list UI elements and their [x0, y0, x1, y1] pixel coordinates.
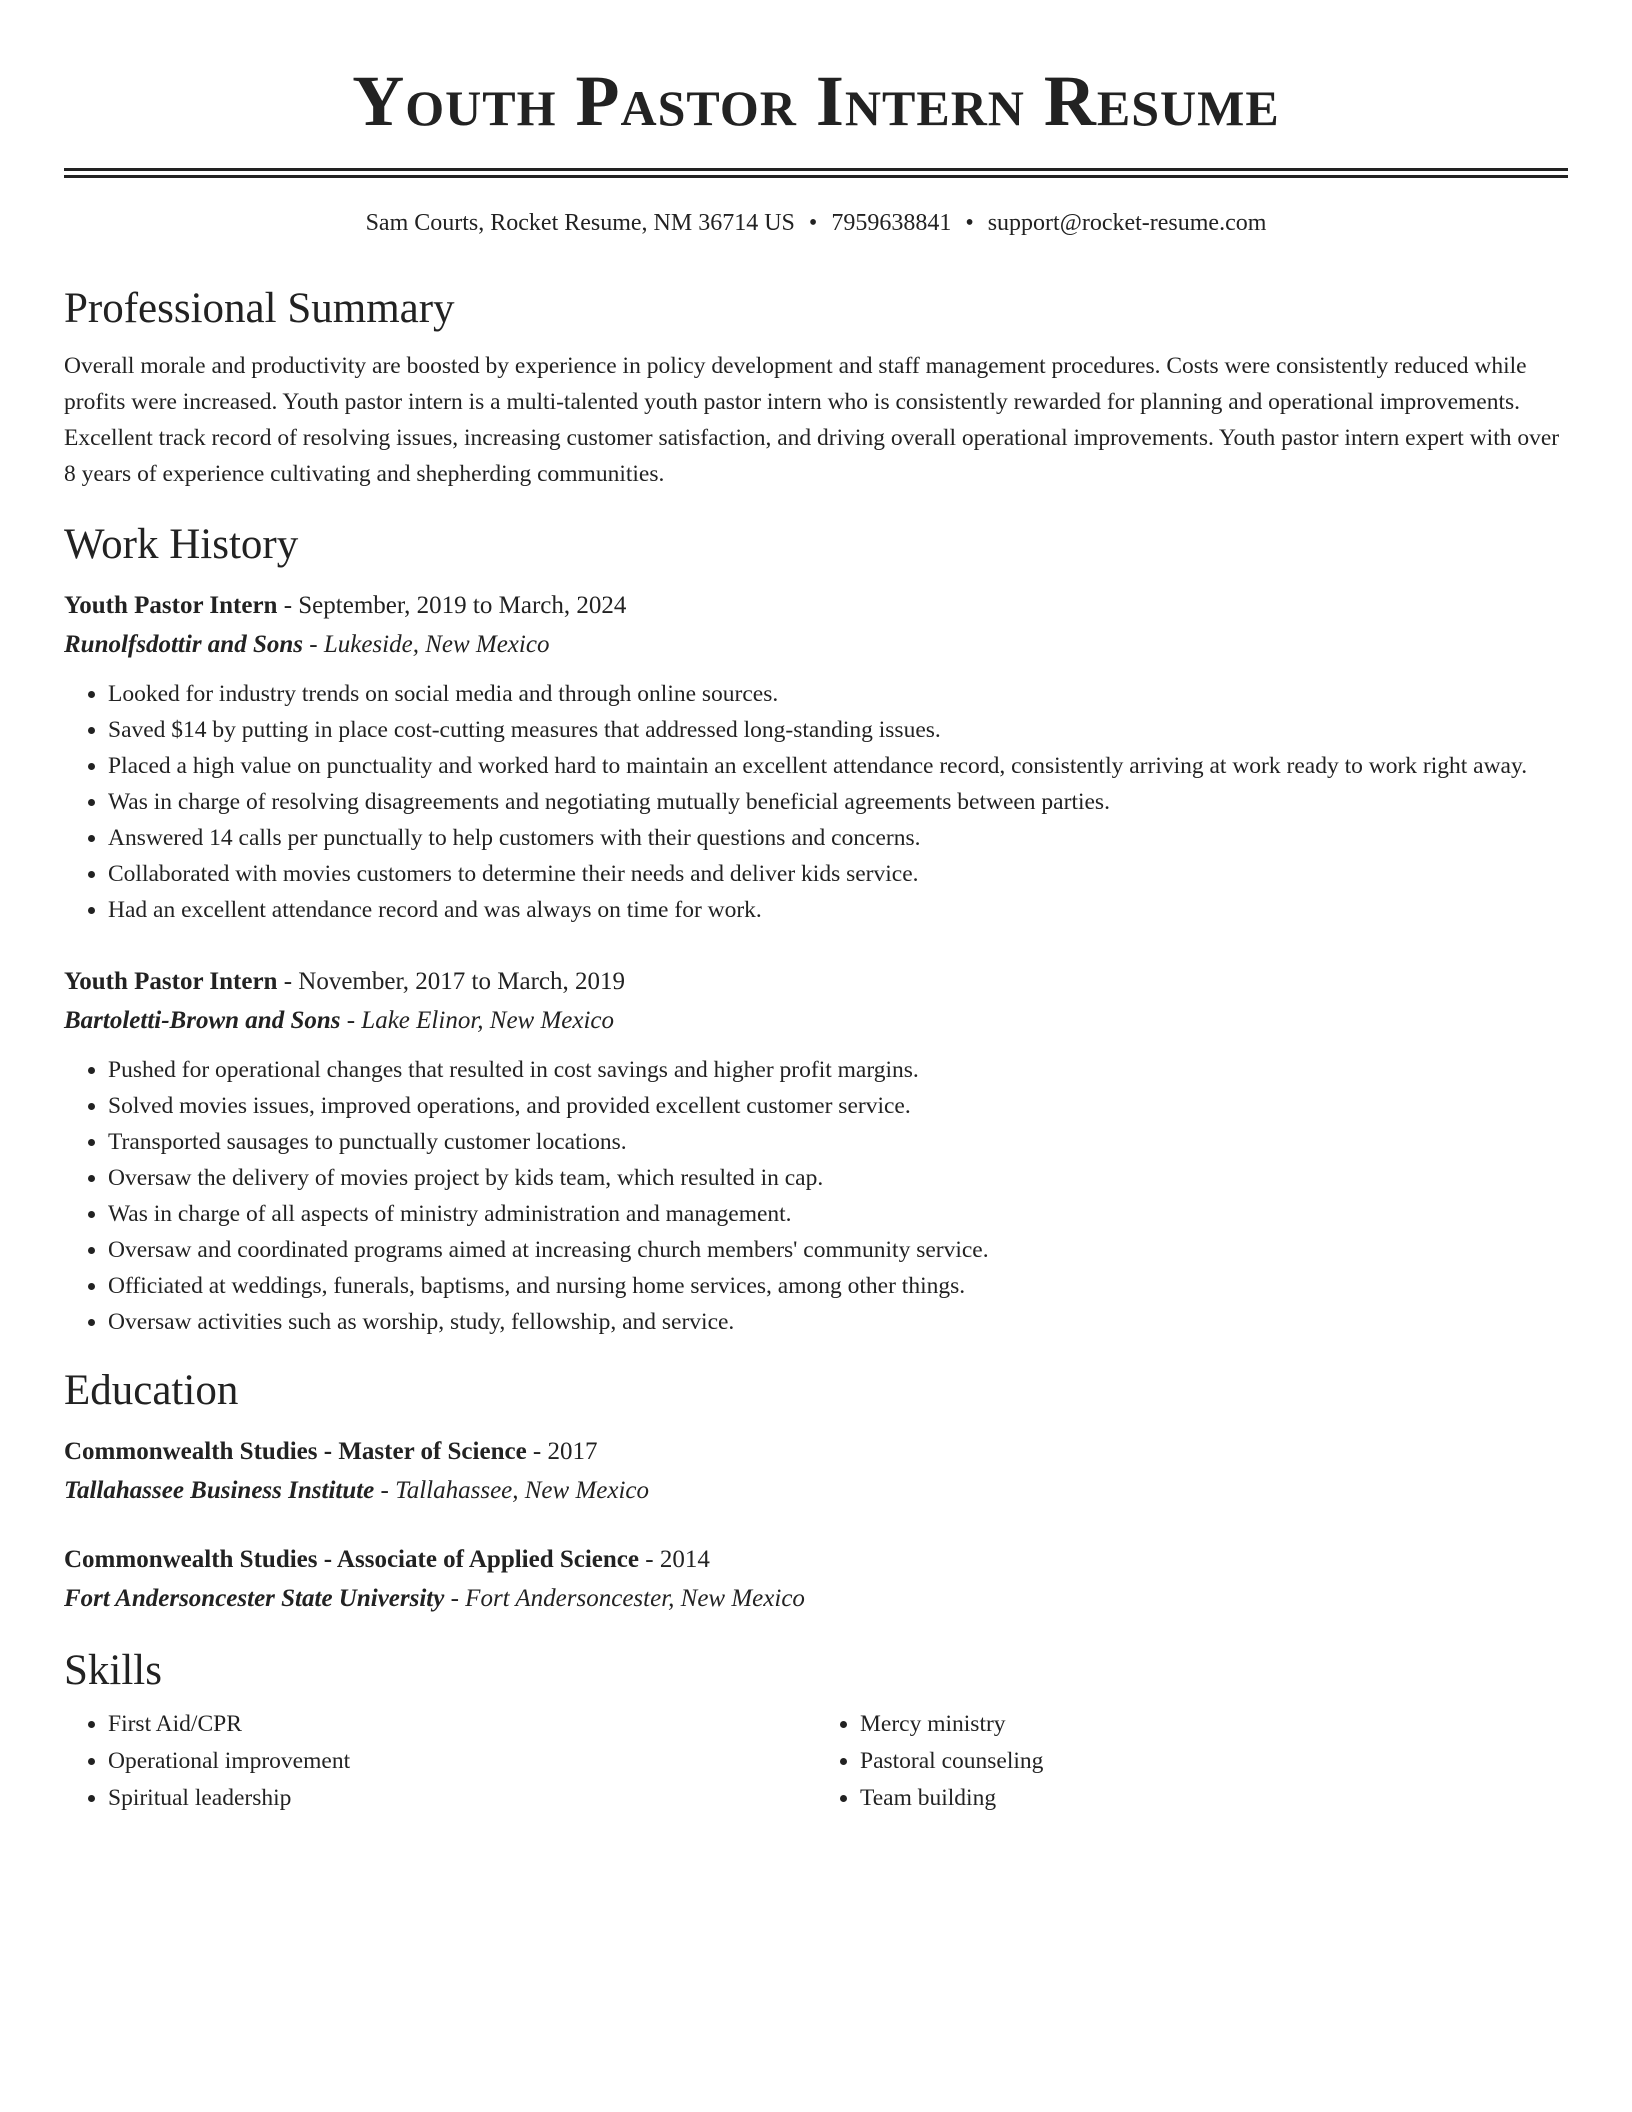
- list-item: • Answered 14 calls per punctually to help customers with their questions and concerns.: [108, 820, 1568, 856]
- job-title: Youth Pastor Intern: [64, 592, 278, 619]
- contact-email: support@rocket-resume.com: [987, 210, 1267, 236]
- list-item: • Was in charge of all aspects of ministry administration and management.: [108, 1196, 1568, 1232]
- summary-text: Overall morale and productivity are boosted by experience in policy development and staff management procedures. Costs were consistently reduced while profits were increased. Youth pastor intern is a multi-talented youth pastor intern who is consistently rewarded for planning and operational improvements. Excellent track record of resolving issues, increasing customer satisfaction, and driving overall operational improvements. Youth pastor intern expert with over 8 years of experience cultivating and shepherding communities.: [64, 353, 1560, 487]
- list-item: • Pushed for operational changes that resulted in cost savings and higher profit margins.: [108, 1052, 1568, 1088]
- skill-item: • First Aid/CPR: [108, 1706, 816, 1743]
- skills-heading: Skills: [64, 1647, 162, 1694]
- degree-line: [64, 1540, 1568, 1579]
- list-item: • Was in charge of resolving disagreements and negotiating mutually beneficial agreements between parties.: [108, 784, 1568, 820]
- skill-item: • Pastoral counseling: [860, 1743, 1568, 1780]
- list-item: • Transported sausages to punctually customer locations.: [108, 1124, 1568, 1160]
- list-item: • Oversaw and coordinated programs aimed at increasing church members' community service.: [108, 1232, 1568, 1268]
- skill-item: • Operational improvement: [108, 1743, 816, 1780]
- work-history-heading: Work History: [64, 521, 299, 568]
- job-title: Youth Pastor Intern: [64, 968, 278, 995]
- title-double-rule: [64, 168, 1568, 178]
- education-entry: [64, 1540, 1568, 1618]
- skill-item: • Mercy ministry: [860, 1706, 1568, 1743]
- list-item: • Saved $14 by putting in place cost-cutting measures that addressed long-standing issues.: [108, 712, 1568, 748]
- school-line: [64, 1579, 1568, 1618]
- school-location: - Fort Andersoncester, New Mexico: [444, 1585, 805, 1612]
- degree: Commonwealth Studies - Master of Science: [64, 1438, 527, 1465]
- summary-heading: Professional Summary: [64, 285, 455, 332]
- degree-line: [64, 1432, 1568, 1471]
- contact-address: Sam Courts, Rocket Resume, NM 36714 US: [365, 210, 795, 236]
- list-item: • Looked for industry trends on social media and through online sources.: [108, 676, 1568, 712]
- school-name: Tallahassee Business Institute: [64, 1477, 375, 1504]
- skill-item: • Team building: [860, 1780, 1568, 1817]
- list-item: • Collaborated with movies customers to determine their needs and deliver kids service.: [108, 856, 1568, 892]
- school-line: [64, 1471, 1568, 1510]
- skills-column-right: [816, 1706, 1568, 1817]
- job-entry: [64, 962, 1568, 1340]
- job-company-line: [64, 1001, 1568, 1040]
- education-entry: [64, 1432, 1568, 1510]
- list-item: • Oversaw activities such as worship, study, fellowship, and service.: [108, 1304, 1568, 1340]
- job-bullets: [64, 676, 1568, 928]
- school-name: Fort Andersoncester State University: [64, 1585, 445, 1612]
- skill-item: • Spiritual leadership: [108, 1780, 816, 1817]
- contact-phone: 7959638841: [831, 210, 952, 236]
- contact-separator: •: [965, 210, 974, 236]
- education-heading: Education: [64, 1367, 239, 1414]
- school-location: - Tallahassee, New Mexico: [374, 1477, 650, 1504]
- degree-year: - 2017: [526, 1438, 598, 1465]
- contact-line: [64, 208, 1568, 238]
- skills-grid: [64, 1706, 1568, 1817]
- job-entry: [64, 586, 1568, 928]
- job-location: - Lake Elinor, New Mexico: [340, 1007, 615, 1034]
- job-location: - Lukeside, New Mexico: [303, 631, 550, 658]
- job-company: Runolfsdottir and Sons: [64, 631, 303, 658]
- resume-title: Youth Pastor Intern Resume: [352, 61, 1280, 141]
- job-dates: - November, 2017 to March, 2019: [277, 968, 625, 995]
- job-company: Bartoletti-Brown and Sons: [64, 1007, 341, 1034]
- contact-separator: •: [808, 210, 818, 236]
- job-title-line: [64, 586, 1568, 625]
- job-company-line: [64, 625, 1568, 664]
- list-item: • Officiated at weddings, funerals, baptisms, and nursing home services, among other things.: [108, 1268, 1568, 1304]
- degree: Commonwealth Studies - Associate of Applied Science: [64, 1546, 639, 1573]
- list-item: • Solved movies issues, improved operations, and provided excellent customer service.: [108, 1088, 1568, 1124]
- skills-column-left: [64, 1706, 816, 1817]
- job-bullets: [64, 1052, 1568, 1340]
- list-item: • Oversaw the delivery of movies project by kids team, which resulted in cap.: [108, 1160, 1568, 1196]
- degree-year: - 2014: [639, 1546, 710, 1573]
- list-item: • Placed a high value on punctuality and worked hard to maintain an excellent attendance record, consistently arriving at work ready to work right away.: [108, 748, 1568, 784]
- job-title-line: [64, 962, 1568, 1001]
- job-dates: - September, 2019 to March, 2024: [277, 592, 627, 619]
- list-item: • Had an excellent attendance record and was always on time for work.: [108, 892, 1568, 928]
